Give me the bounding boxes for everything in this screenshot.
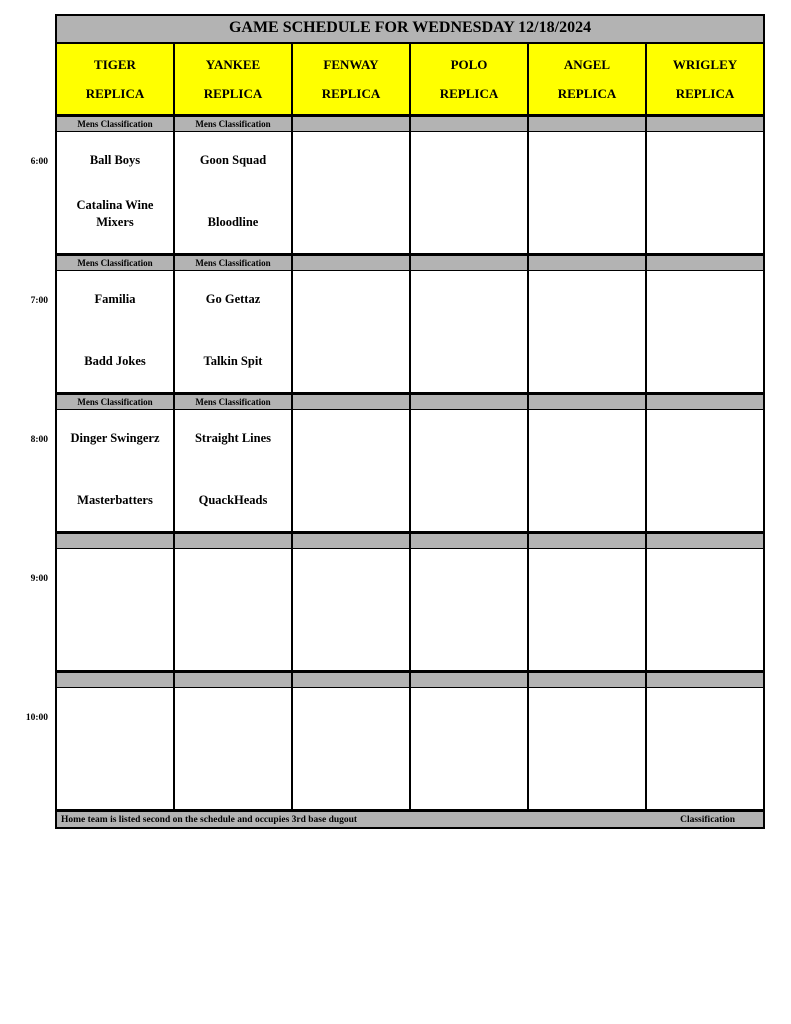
classification-cell bbox=[645, 395, 763, 409]
footer-bar bbox=[55, 812, 765, 829]
classification-cell bbox=[173, 534, 291, 548]
home-team bbox=[180, 631, 286, 648]
game-cell bbox=[57, 549, 173, 670]
left-gutter bbox=[0, 812, 55, 829]
time-slot-row-900 bbox=[0, 534, 765, 673]
classification-cell: Mens Classification bbox=[173, 395, 291, 409]
slot-900 bbox=[55, 534, 765, 673]
left-gutter bbox=[0, 534, 55, 673]
field-header-tiger bbox=[57, 44, 173, 114]
home-team bbox=[298, 353, 404, 370]
game-cell bbox=[409, 410, 527, 531]
classification-cell bbox=[409, 117, 527, 131]
title-row bbox=[0, 14, 765, 44]
footer-note: Home team is listed second on the schedule and occupies 3rd base dugout bbox=[61, 814, 358, 825]
away-team bbox=[416, 708, 522, 725]
home-team: Bloodline bbox=[207, 215, 259, 229]
away-team: Goon Squad bbox=[199, 153, 267, 167]
away-team bbox=[416, 430, 522, 447]
time-label: 7:00 bbox=[30, 296, 48, 306]
away-team bbox=[534, 430, 640, 447]
time-slot-row-600 bbox=[0, 117, 765, 256]
footer-classification-label: Classification bbox=[680, 814, 735, 825]
home-team bbox=[652, 770, 758, 787]
left-gutter bbox=[0, 44, 55, 117]
classification-cell: Mens Classification bbox=[77, 119, 153, 129]
game-cell bbox=[291, 410, 409, 531]
home-team bbox=[652, 631, 758, 648]
classification-bar bbox=[57, 534, 763, 549]
field-header-polo bbox=[409, 44, 527, 114]
field-header-fenway bbox=[291, 44, 409, 114]
left-gutter bbox=[0, 14, 55, 44]
away-team bbox=[298, 430, 404, 447]
away-team: Dinger Swingerz bbox=[70, 431, 160, 445]
classification-bar bbox=[57, 256, 763, 271]
games-row bbox=[57, 549, 763, 670]
slot-700 bbox=[55, 256, 765, 395]
time-slot-row-800 bbox=[0, 395, 765, 534]
away-team bbox=[298, 291, 404, 308]
classification-cell bbox=[291, 256, 409, 270]
classification-bar bbox=[57, 117, 763, 132]
home-team bbox=[534, 353, 640, 370]
classification-cell bbox=[645, 256, 763, 270]
classification-cell bbox=[527, 117, 645, 131]
classification-cell bbox=[409, 673, 527, 687]
game-cell bbox=[409, 271, 527, 392]
away-team bbox=[652, 430, 758, 447]
game-cell bbox=[645, 271, 763, 392]
home-team bbox=[416, 770, 522, 787]
time-label: 6:00 bbox=[30, 157, 48, 167]
away-team bbox=[416, 569, 522, 586]
classification-cell bbox=[645, 534, 763, 548]
game-cell bbox=[57, 688, 173, 809]
home-team bbox=[534, 214, 640, 231]
classification-cell bbox=[291, 673, 409, 687]
field-name: TIGER bbox=[94, 56, 136, 72]
home-team bbox=[652, 214, 758, 231]
games-row bbox=[57, 410, 763, 531]
time-slot-row-1000 bbox=[0, 673, 765, 812]
home-team bbox=[62, 770, 168, 787]
home-team bbox=[298, 214, 404, 231]
classification-cell bbox=[291, 534, 409, 548]
home-team bbox=[298, 492, 404, 509]
away-team bbox=[534, 708, 640, 725]
home-team bbox=[652, 492, 758, 509]
field-header-yankee bbox=[173, 44, 291, 114]
classification-cell bbox=[645, 117, 763, 131]
game-cell bbox=[409, 549, 527, 670]
games-row bbox=[57, 688, 763, 809]
classification-cell bbox=[645, 673, 763, 687]
field-name: POLO bbox=[450, 56, 488, 72]
game-cell bbox=[57, 132, 173, 253]
home-team: QuackHeads bbox=[198, 493, 268, 507]
classification-cell bbox=[57, 673, 173, 687]
game-cell bbox=[173, 549, 291, 670]
home-team bbox=[534, 770, 640, 787]
field-name: ANGEL bbox=[563, 56, 611, 72]
game-cell bbox=[645, 132, 763, 253]
away-team bbox=[652, 708, 758, 725]
away-team bbox=[62, 708, 168, 725]
home-team bbox=[298, 631, 404, 648]
games-row bbox=[57, 271, 763, 392]
classification-cell: Mens Classification bbox=[77, 397, 153, 407]
game-cell bbox=[57, 271, 173, 392]
away-team bbox=[416, 291, 522, 308]
slot-600 bbox=[55, 117, 765, 256]
field-name: WRIGLEY bbox=[672, 56, 738, 72]
home-team bbox=[416, 214, 522, 231]
games-row bbox=[57, 132, 763, 253]
classification-cell bbox=[291, 395, 409, 409]
away-team bbox=[298, 569, 404, 586]
classification-cell bbox=[291, 117, 409, 131]
classification-cell bbox=[409, 534, 527, 548]
game-cell bbox=[291, 271, 409, 392]
game-cell bbox=[173, 132, 291, 253]
away-team bbox=[534, 152, 640, 169]
classification-cell bbox=[409, 395, 527, 409]
schedule-title: GAME SCHEDULE FOR WEDNESDAY 12/18/2024 bbox=[55, 14, 765, 44]
game-cell bbox=[527, 271, 645, 392]
away-team: Straight Lines bbox=[194, 431, 272, 445]
home-team bbox=[62, 631, 168, 648]
home-team bbox=[416, 492, 522, 509]
field-name: FENWAY bbox=[323, 56, 379, 72]
field-subname: REPLICA bbox=[557, 85, 617, 101]
classification-cell bbox=[527, 395, 645, 409]
classification-cell: Mens Classification bbox=[173, 117, 291, 131]
game-cell bbox=[645, 410, 763, 531]
field-subname: REPLICA bbox=[439, 85, 499, 101]
away-team bbox=[652, 569, 758, 586]
classification-bar bbox=[57, 673, 763, 688]
classification-cell: Mens Classification bbox=[173, 256, 291, 270]
home-team: Talkin Spit bbox=[203, 354, 263, 368]
field-header-angel bbox=[527, 44, 645, 114]
game-cell bbox=[527, 688, 645, 809]
time-label: 10:00 bbox=[25, 713, 48, 723]
classification-cell bbox=[57, 534, 173, 548]
time-label: 8:00 bbox=[30, 435, 48, 445]
time-label: 9:00 bbox=[30, 574, 48, 584]
away-team bbox=[62, 569, 168, 586]
game-cell bbox=[409, 132, 527, 253]
time-slot-row-700 bbox=[0, 256, 765, 395]
home-team bbox=[180, 770, 286, 787]
field-header-wrigley bbox=[645, 44, 763, 114]
away-team: Ball Boys bbox=[89, 153, 141, 167]
away-team bbox=[298, 708, 404, 725]
classification-cell: Mens Classification bbox=[77, 258, 153, 268]
away-team bbox=[416, 152, 522, 169]
field-subname: REPLICA bbox=[675, 85, 735, 101]
game-cell bbox=[291, 549, 409, 670]
left-gutter bbox=[0, 673, 55, 812]
home-team bbox=[416, 631, 522, 648]
home-team bbox=[534, 631, 640, 648]
game-cell bbox=[291, 132, 409, 253]
field-subname: REPLICA bbox=[203, 85, 263, 101]
game-cell bbox=[645, 549, 763, 670]
classification-cell bbox=[173, 673, 291, 687]
classification-cell bbox=[527, 534, 645, 548]
game-cell bbox=[173, 688, 291, 809]
game-cell bbox=[527, 549, 645, 670]
left-gutter bbox=[0, 395, 55, 534]
game-cell bbox=[57, 410, 173, 531]
home-team bbox=[652, 353, 758, 370]
slot-800 bbox=[55, 395, 765, 534]
field-name: YANKEE bbox=[205, 56, 261, 72]
game-cell bbox=[173, 271, 291, 392]
game-cell bbox=[291, 688, 409, 809]
game-cell bbox=[527, 410, 645, 531]
slot-1000 bbox=[55, 673, 765, 812]
field-subname: REPLICA bbox=[321, 85, 381, 101]
away-team bbox=[652, 291, 758, 308]
away-team: Go Gettaz bbox=[205, 292, 261, 306]
home-team: Catalina Wine Mixers bbox=[76, 198, 154, 230]
away-team: Familia bbox=[94, 292, 136, 306]
home-team: Badd Jokes bbox=[84, 354, 146, 368]
game-cell bbox=[645, 688, 763, 809]
classification-cell bbox=[527, 256, 645, 270]
field-header-row bbox=[0, 44, 765, 117]
away-team bbox=[534, 569, 640, 586]
home-team bbox=[298, 770, 404, 787]
game-cell bbox=[409, 688, 527, 809]
footer-row bbox=[0, 812, 765, 829]
game-cell bbox=[173, 410, 291, 531]
away-team bbox=[180, 569, 286, 586]
classification-cell bbox=[409, 256, 527, 270]
classification-bar bbox=[57, 395, 763, 410]
field-headers bbox=[55, 44, 765, 117]
left-gutter bbox=[0, 256, 55, 395]
game-schedule-table bbox=[0, 14, 765, 829]
left-gutter bbox=[0, 117, 55, 256]
home-team: Masterbatters bbox=[77, 493, 153, 507]
home-team bbox=[534, 492, 640, 509]
away-team bbox=[534, 291, 640, 308]
home-team bbox=[416, 353, 522, 370]
away-team bbox=[180, 708, 286, 725]
away-team bbox=[298, 152, 404, 169]
field-subname: REPLICA bbox=[85, 85, 145, 101]
classification-cell bbox=[527, 673, 645, 687]
game-cell bbox=[527, 132, 645, 253]
away-team bbox=[652, 152, 758, 169]
